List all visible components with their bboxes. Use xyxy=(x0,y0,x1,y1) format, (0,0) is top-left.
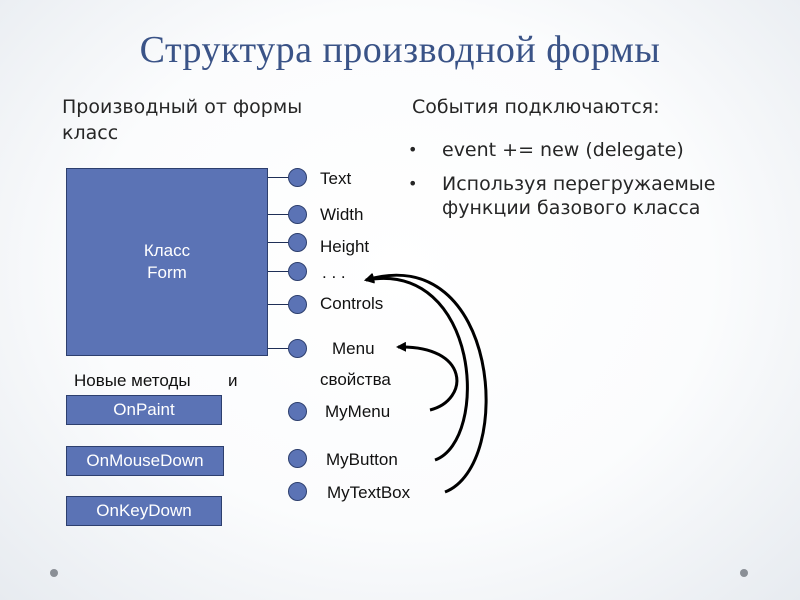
property-label-ellipsis: . . . xyxy=(322,263,346,282)
method-box-onpaint: OnPaint xyxy=(66,395,222,425)
property-label-menu: Menu xyxy=(332,339,375,358)
new-methods-label-part2: и xyxy=(228,371,238,390)
property-label-text: Text xyxy=(320,169,352,188)
bullet-item-delegate: • event += new (delegate) xyxy=(408,138,778,162)
new-methods-label-part1: Новые методы xyxy=(74,371,191,390)
class-box-line2: Form xyxy=(147,263,187,282)
decorative-dot-left xyxy=(50,569,58,577)
slide-title: Структура производной формы xyxy=(139,29,661,71)
new-property-label-mymenu: MyMenu xyxy=(325,402,391,421)
derived-class-subtitle: Производный от формы класс xyxy=(62,96,303,144)
new-property-label-mybutton: MyButton xyxy=(326,450,398,469)
method-box-onmousedown: OnMouseDown xyxy=(66,446,224,476)
method-box-onkeydown: OnKeyDown xyxy=(66,496,222,526)
property-label-controls: Controls xyxy=(320,294,384,313)
property-label-height: Height xyxy=(320,237,370,256)
decorative-dot-right xyxy=(740,569,748,577)
property-label-width: Width xyxy=(320,205,364,224)
arrow-mybutton-to-ellipsis xyxy=(366,278,467,460)
events-heading: События подключаются: xyxy=(412,96,660,118)
bullet-item-overrides: • Используя перегружаемые функции базового класса xyxy=(408,172,778,220)
new-methods-label-part3: свойства xyxy=(320,370,391,389)
new-property-label-mytextbox: MyTextBox xyxy=(327,483,411,502)
arrow-mymenu-to-menu xyxy=(398,347,457,410)
class-box-line1: Класс xyxy=(143,241,191,260)
